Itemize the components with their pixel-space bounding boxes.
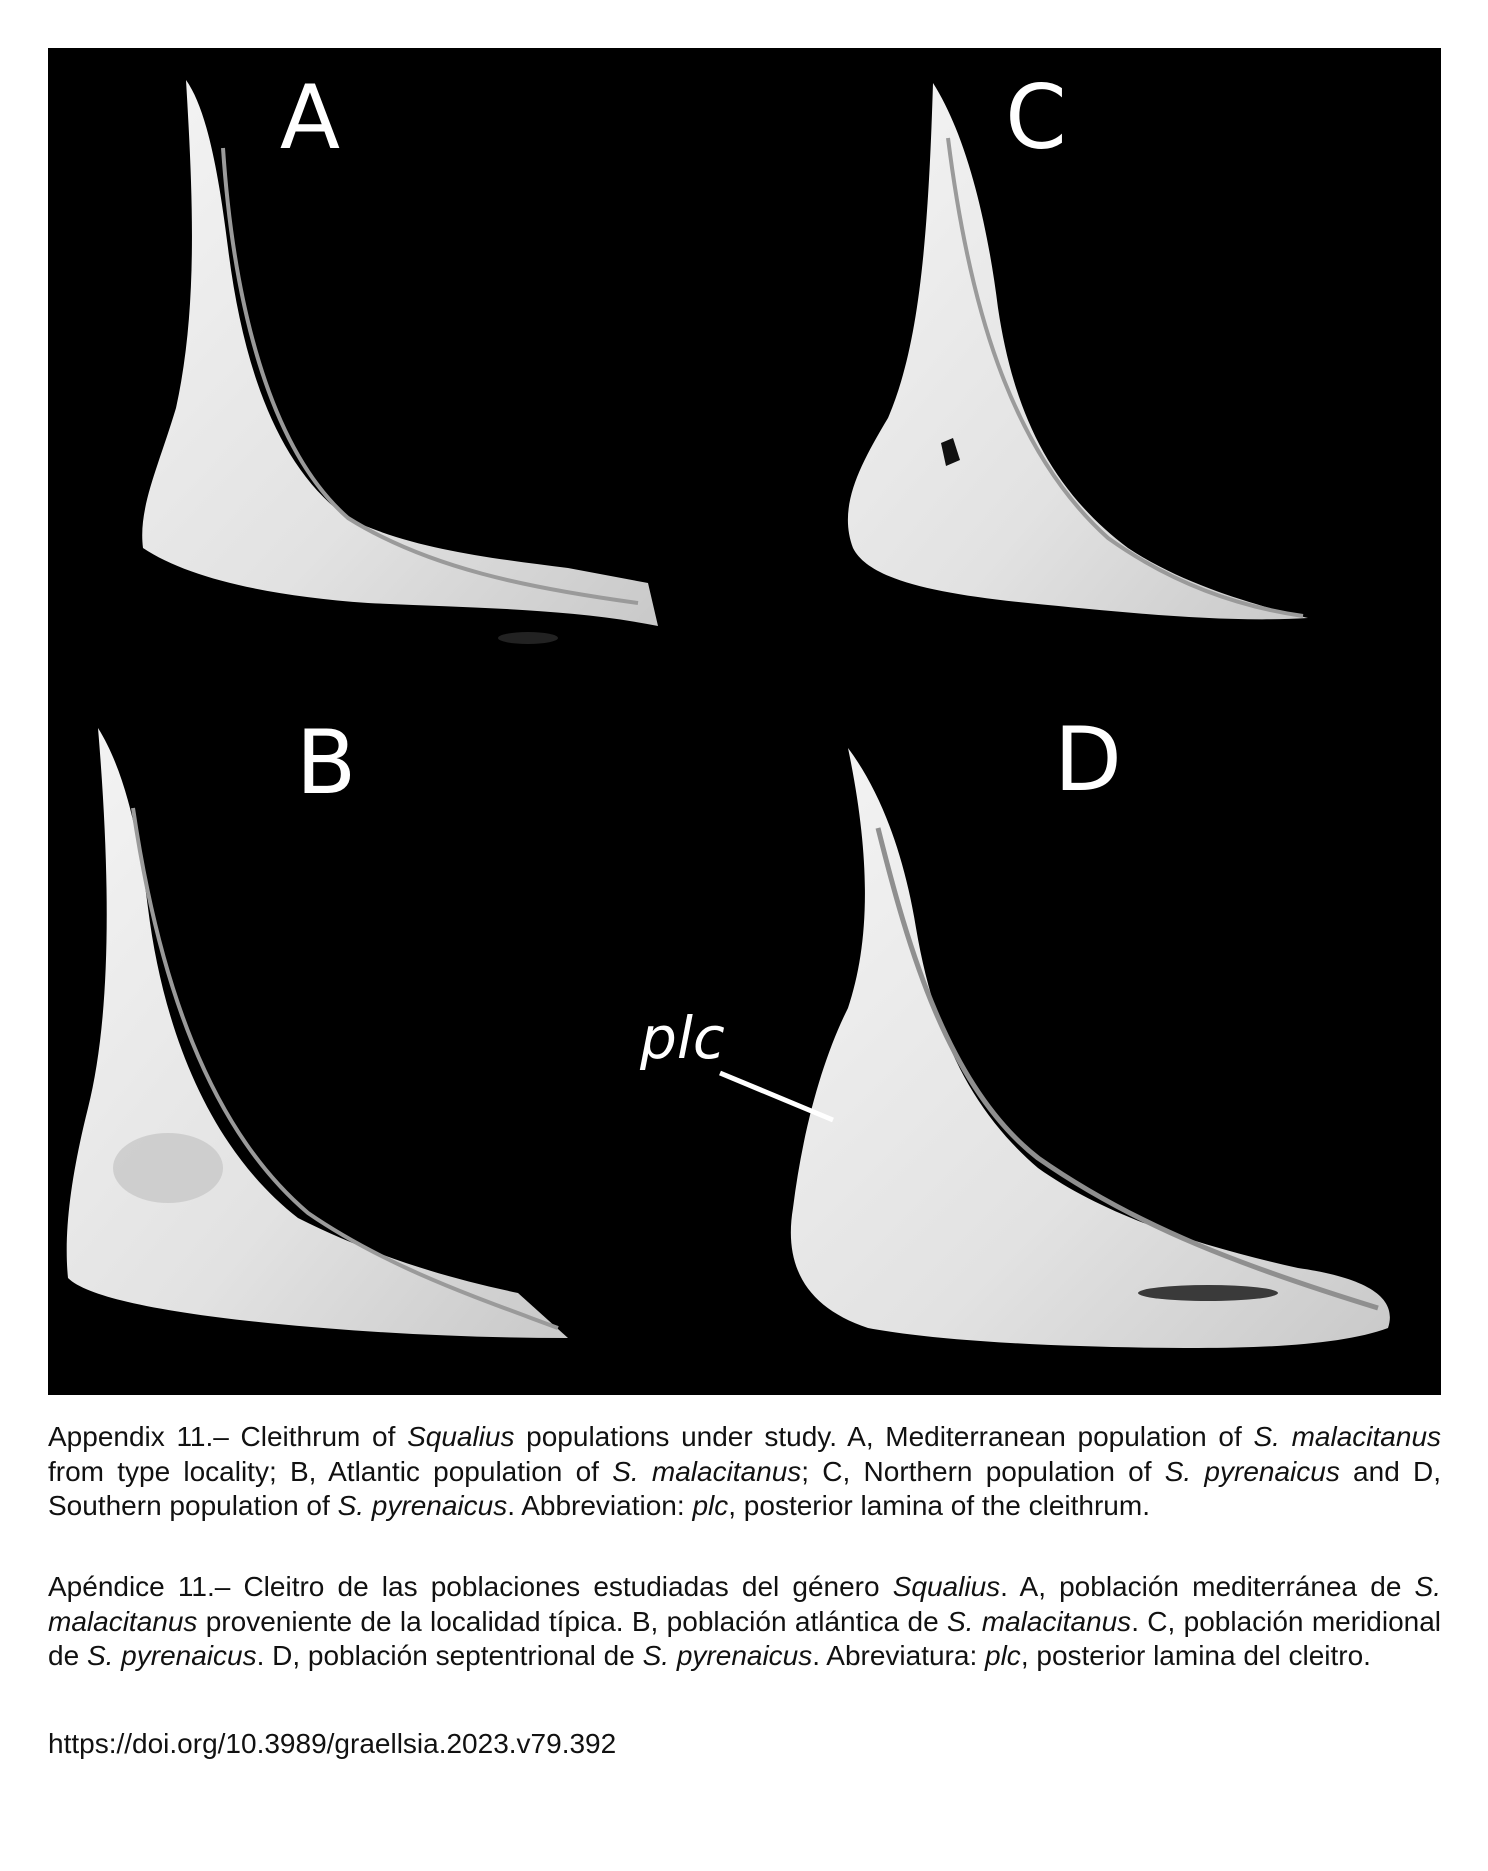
caption-spanish: Apéndice 11.– Cleitro de las poblaciones estudiadas del género Squalius. A, población mediterránea de S. malacitanus proveniente de la localidad típica. B, población atlántica de S. malacitanus. C, población meridional de S. pyrenaicus. D, población septentrional de S. pyrenaicus. Abreviatura: plc, posterior lamina del cleitro. [48,1571,1442,1671]
cleithrum-figure [48,48,1441,1395]
panel-label-c: C [1005,66,1067,169]
caption-english: Appendix 11.– Cleithrum of Squalius populations under study. A, Mediterranean population of S. malacitanus from type locality; B, Atlantic population of S. malacitanus; C, Northern population of S. pyrenaicus and D, Southern population of S. pyrenaicus. Abbreviation: plc, posterior lamina of the cleithrum. [48,1421,1442,1521]
panel-label-b: B [295,711,357,814]
panel-label-d: D [1054,708,1122,811]
panel-label-a: A [279,66,341,169]
panel-a-bone [142,80,658,644]
plc-annotation-label: plc [640,1004,725,1072]
doi-link[interactable]: https://doi.org/10.3989/graellsia.2023.v79.392 [48,1728,617,1759]
panel-c-bone [848,83,1308,619]
panel-d-bone [791,748,1390,1348]
panel-b-bone [67,728,568,1338]
